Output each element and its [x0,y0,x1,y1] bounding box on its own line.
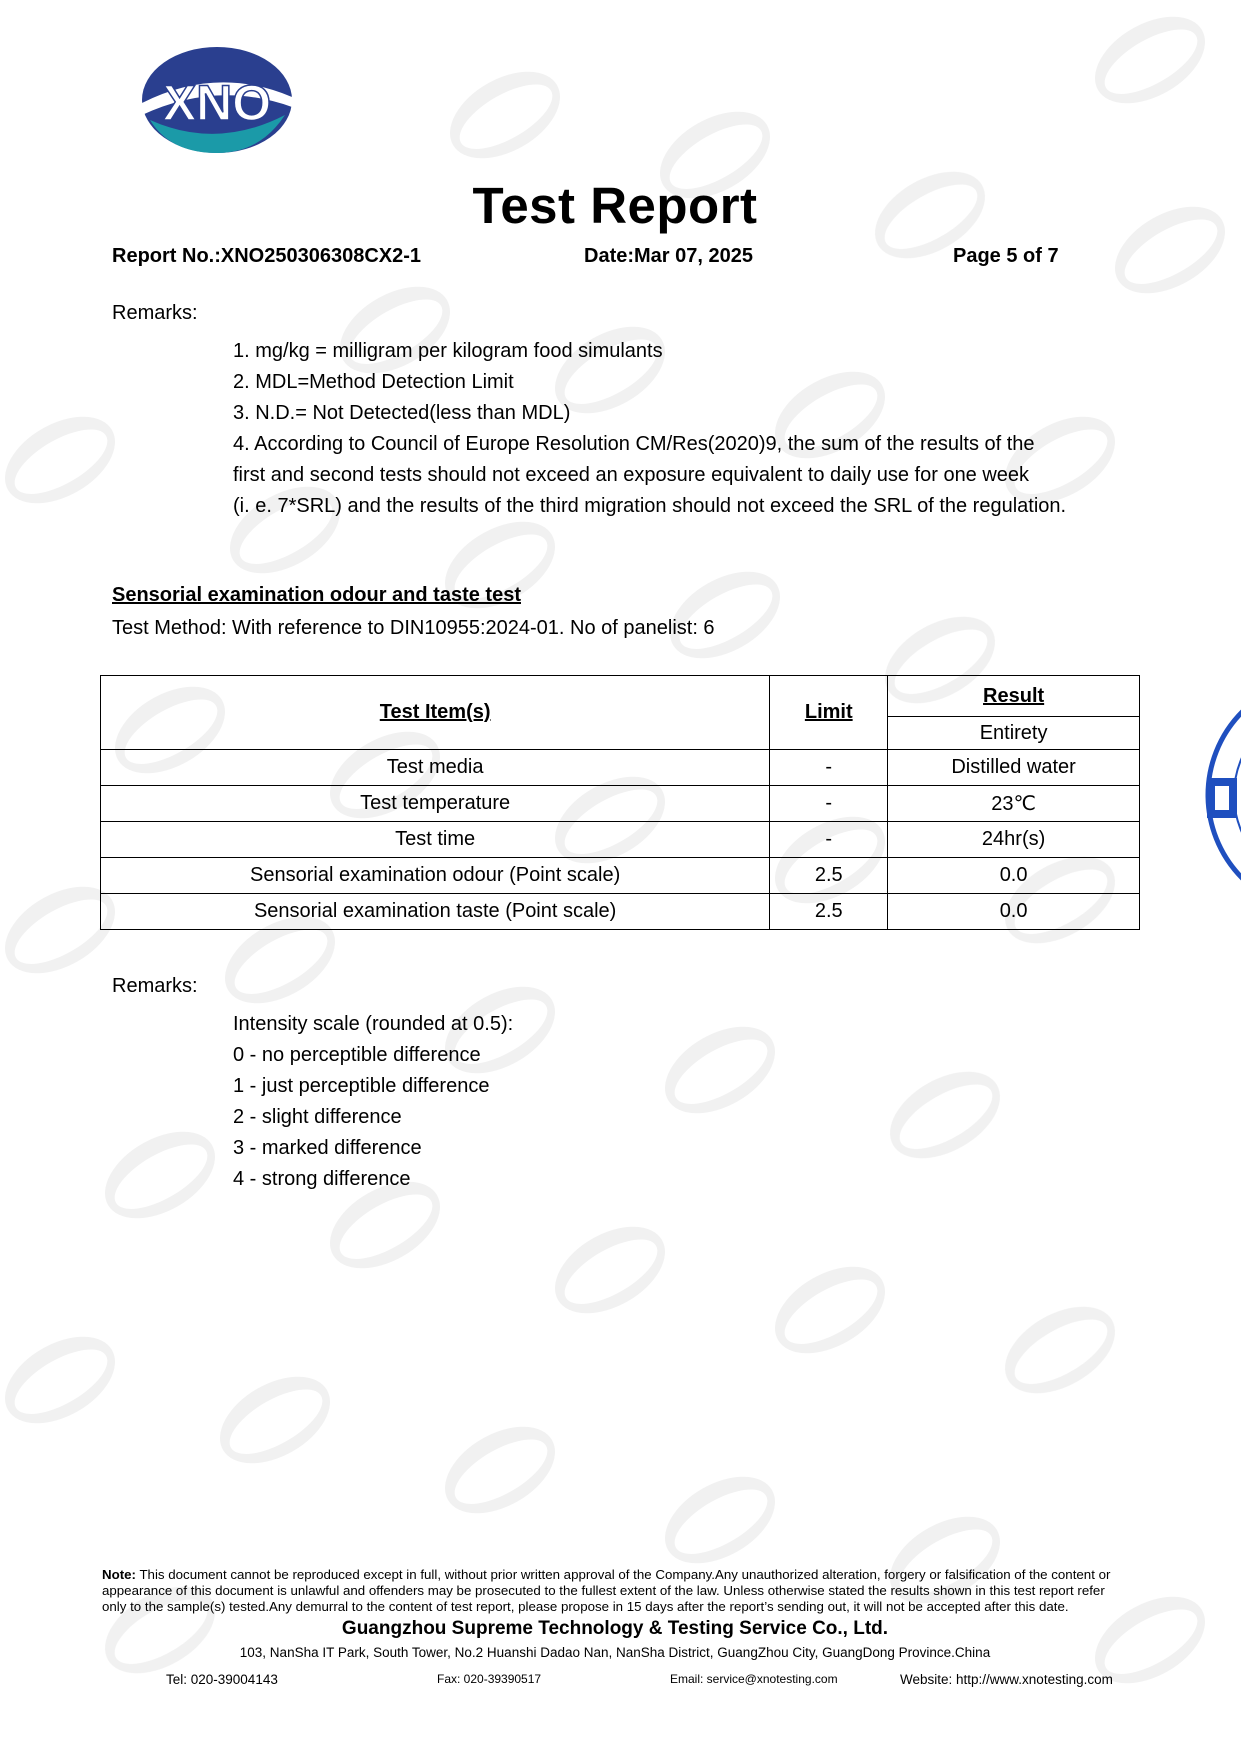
remark-item: first and second tests should not exceed an exposure equivalent to daily use for one week [233,464,1030,486]
header-entirety: Entirety [888,717,1140,750]
cell-item: Sensorial examination taste (Point scale) [101,894,770,930]
remark-item: (i. e. 7*SRL) and the results of the third migration should not exceed the SRL of the regulation. [233,495,1067,517]
remark-item: 4. According to Council of Europe Resolution CM/Res(2020)9, the sum of the results of the [233,433,1035,455]
cell-limit: 2.5 [770,894,888,930]
cell-result: 0.0 [888,858,1140,894]
note-text: This document cannot be reproduced except in full, without prior written approval of the Company.Any unauthorized alteration, forgery or falsification of the content or appearance of this document is unlawful and offenders may be prosecuted to the fullest extent of the law. Unless otherwise stated the results shown in this test report refer only to the sample(s) tested.Any demurral to the content of test report, please propose in 15 days after the report’s sending out, it will not be accepted after this date. [102,1567,1111,1614]
seal-stamp [1201,670,1241,920]
cell-limit: 2.5 [770,858,888,894]
remark-item: 1. mg/kg = milligram per kilogram food simulants [233,340,663,362]
company-logo [140,45,295,155]
cell-item: Test temperature [101,786,770,822]
cell-result: 23℃ [888,786,1140,822]
scale-item: Intensity scale (rounded at 0.5): [233,1013,514,1035]
scale-item: 4 - strong difference [233,1168,411,1190]
cell-result: 0.0 [888,894,1140,930]
table-row [101,786,1140,822]
page-title: Test Report [472,177,758,234]
test-method: Test Method: With reference to DIN10955:2024-01. No of panelist: 6 [112,617,715,639]
note-label: Note: [102,1567,136,1582]
cell-limit: - [770,822,888,858]
header-result: Result [888,676,1140,717]
header-limit: Limit [770,676,888,750]
table-row [101,858,1140,894]
contact-website[interactable]: Website: http://www.xnotesting.com [900,1672,1113,1687]
footer-note [102,1567,1132,1615]
scale-item: 1 - just perceptible difference [233,1075,490,1097]
remarks-label: Remarks: [112,302,198,324]
cell-result: Distilled water [888,750,1140,786]
cell-item: Test media [101,750,770,786]
cell-item: Sensorial examination odour (Point scale) [101,858,770,894]
table-row [101,750,1140,786]
remarks-list [233,336,1133,522]
remark-item: 2. MDL=Method Detection Limit [233,371,514,393]
cell-limit: - [770,750,888,786]
table-header-row [101,676,1140,717]
scale-item: 3 - marked difference [233,1137,422,1159]
cell-item: Test time [101,822,770,858]
xno-logo-graphic [140,45,295,155]
section-title: Sensorial examination odour and taste test [112,584,521,606]
scale-item: 2 - slight difference [233,1106,402,1128]
cell-result: 24hr(s) [888,822,1140,858]
header-test-items: Test Item(s) [101,676,770,750]
company-address: 103, NanSha IT Park, South Tower, No.2 Huanshi Dadao Nan, NanSha District, GuangZhou City, GuangDong Province.China [239,1645,991,1660]
contact-tel: Tel: 020-39004143 [166,1672,278,1687]
table-row [101,894,1140,930]
remarks-label-2: Remarks: [112,975,198,997]
page-number: Page 5 of 7 [953,245,1059,267]
logo-text: XNO [162,75,272,131]
cell-limit: - [770,786,888,822]
intensity-scale-list [233,1009,513,1195]
contact-fax: Fax: 020-39390517 [437,1672,542,1686]
stamp-graphic [1201,670,1241,920]
scale-item: 0 - no perceptible difference [233,1044,481,1066]
results-table [100,675,1140,930]
remark-item: 3. N.D.= Not Detected(less than MDL) [233,402,571,424]
table-row [101,822,1140,858]
company-name: Guangzhou Supreme Technology & Testing Service Co., Ltd. [341,1618,889,1639]
report-number: Report No.:XNO250306308CX2-1 [112,245,422,267]
contact-email[interactable]: Email: service@xnotesting.com [670,1672,838,1686]
report-date: Date:Mar 07, 2025 [584,245,753,267]
